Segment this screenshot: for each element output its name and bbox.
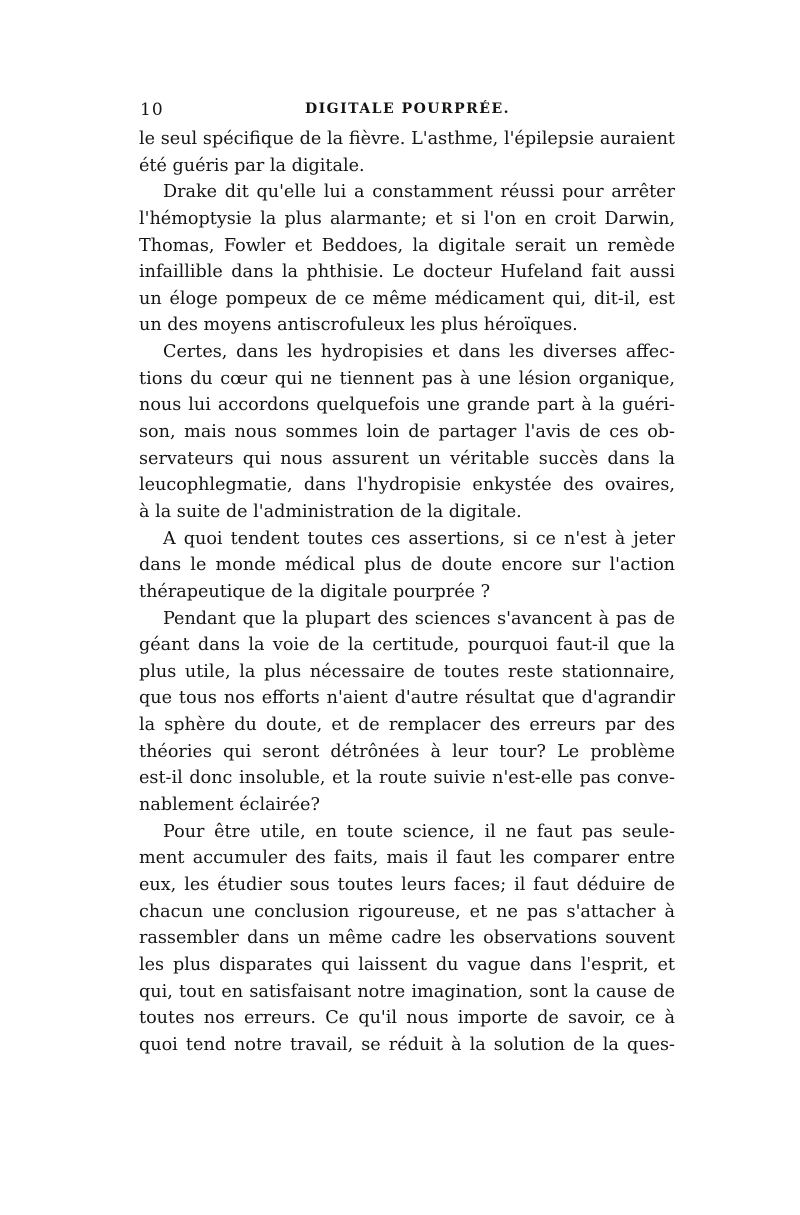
- text-line: chacun une conclusion rigoureuse, et ne pas s'attacher à: [139, 901, 675, 922]
- text-line: dans le monde médical plus de doute encore sur l'action: [139, 555, 675, 576]
- text-line: toutes nos erreurs. Ce qu'il nous importe de savoir, ce à: [139, 1008, 675, 1029]
- running-head: [140, 100, 675, 124]
- text-line: infaillible dans la phthisie. Le docteur Hufeland fait aussi: [139, 262, 675, 283]
- text-line: Drake dit qu'elle lui a constamment réussi pour arrêter: [163, 182, 675, 203]
- text-line: le seul spécifique de la fièvre. L'asthme, l'épilepsie auraient: [139, 129, 675, 149]
- text-line: eux, les étudier sous toutes leurs faces; il faut déduire de: [139, 874, 675, 895]
- text-line: ment accumuler des faits, mais il faut les comparer entre: [139, 848, 675, 869]
- text-line: théories qui seront détrônées à leur tour? Le problème: [139, 741, 675, 762]
- text-line: les plus disparates qui laissent du vague dans l'esprit, et: [139, 954, 675, 975]
- text-line: à la suite de l'administration de la digitale.: [139, 501, 522, 522]
- text-line: un éloge pompeux de ce même médicament qui, dit-il, est: [139, 288, 675, 309]
- text-line: thérapeutique de la digitale pourprée ?: [139, 581, 491, 602]
- text-line: rassembler dans un même cadre les observations souvent: [139, 928, 675, 949]
- text-line: Thomas, Fowler et Beddoes, la digitale serait un remède: [139, 235, 675, 256]
- text-line: plus utile, la plus nécessaire de toutes reste stationnaire,: [139, 661, 675, 682]
- text-line: nous lui accordons quelquefois une grande part à la guéri-: [139, 395, 675, 416]
- text-line: servateurs qui nous assurent un véritable succès dans la: [139, 448, 675, 469]
- text-line: A quoi tendent toutes ces assertions, si ce n'est à jeter: [163, 528, 675, 549]
- running-title: DIGITALE POURPRÉE.: [304, 101, 511, 117]
- page-number: 10: [140, 100, 164, 120]
- text-line: nablement éclairée?: [139, 795, 320, 816]
- text-line: qui, tout en satisfaisant notre imagination, sont la cause de: [139, 981, 675, 1002]
- text-line: un des moyens antiscrofuleux les plus héroïques.: [139, 315, 578, 336]
- text-line: son, mais nous sommes loin de partager l'avis de ces ob-: [139, 422, 675, 443]
- text-line: Certes, dans les hydropisies et dans les diverses affec-: [163, 342, 675, 363]
- text-line: été guéris par la digitale.: [139, 155, 365, 176]
- text-line: la sphère du doute, et de remplacer des erreurs par des: [139, 715, 675, 736]
- body-text: [139, 126, 675, 1058]
- text-line: géant dans la voie de la certitude, pourquoi faut-il que la: [139, 635, 675, 656]
- text-line: que tous nos efforts n'aient d'autre résultat que d'agrandir: [139, 688, 675, 709]
- text-line: Pendant que la plupart des sciences s'avancent à pas de: [163, 608, 675, 629]
- text-line: tions du cœur qui ne tiennent pas à une lésion organique,: [139, 368, 675, 389]
- text-line: Pour être utile, en toute science, il ne faut pas seule-: [163, 821, 675, 842]
- text-line: est-il donc insoluble, et la route suivie n'est-elle pas conve-: [139, 768, 675, 789]
- text-line: leucophlegmatie, dans l'hydropisie enkystée des ovaires,: [139, 475, 675, 496]
- text-line: quoi tend notre travail, se réduit à la solution de la ques-: [139, 1034, 675, 1055]
- text-line: l'hémoptysie la plus alarmante; et si l'on en croit Darwin,: [139, 208, 675, 229]
